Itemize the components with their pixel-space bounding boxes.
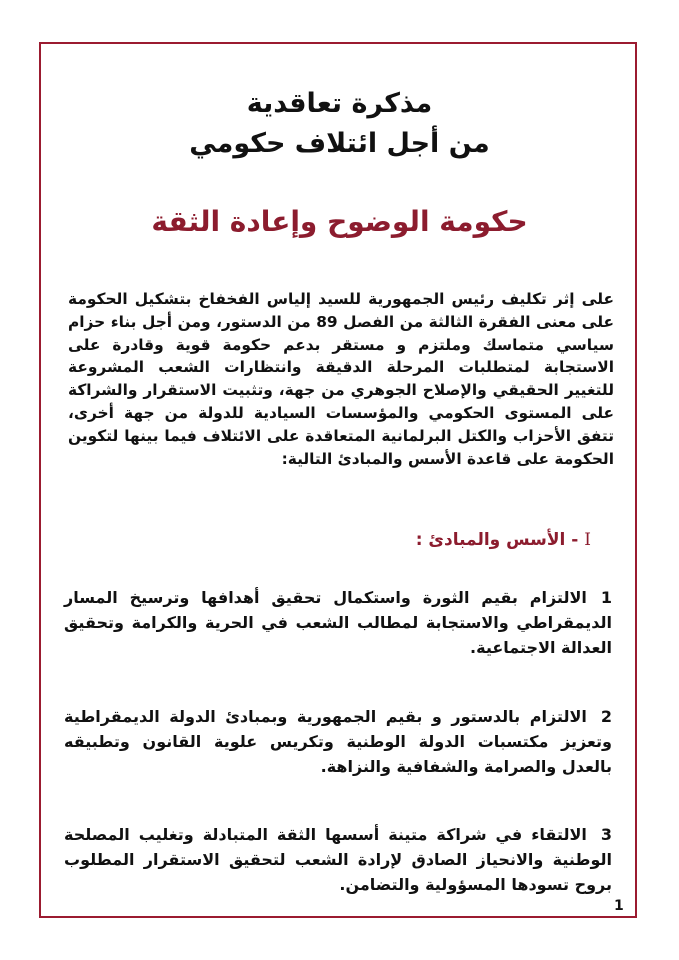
principle-item-3 [64,822,612,897]
page-frame [39,42,637,918]
document-subtitle: حكومة الوضوح وإعادة الثقة [151,205,528,238]
principle-number: 1 [600,588,612,607]
intro-paragraph: على إثر تكليف رئيس الجمهورية للسيد إلياس الفخفاخ بتشكيل الحكومة على معنى الفقرة الثالثة من الفصل 89 من الدستور، ومن أجل بناء حزام سياسي متماسك وملتزم و مستقر بدعم حكومة قوية وقادرة على الاستجابة لمتطلبات المرحلة الدقيقة وانتظارات الشعب المشروعة للتغيير الحقيقي والإصلاح الجوهري من جهة، وتثبيت الاستقرار والشراكة على المستوى الحكومي والمؤسسات السيادية للدولة من جهة أخرى، تتفق الأحزاب والكتل البرلمانية المتعاقدة على الائتلاف فيما بينها لتكوين الحكومة على قاعدة الأسس والمبادئ التالية: [68,290,614,468]
principle-text: الالتقاء في شراكة متينة أسسها الثقة المتبادلة وتغليب المصلحة الوطنية والانحياز الصادق لإرادة الشعب لتحقيق الاستقرار المطلوب بروح تسودها المسؤولية والتضامن. [64,825,612,894]
principle-number: 2 [600,707,612,726]
principle-text: الالتزام بقيم الثورة واستكمال تحقيق أهدافها وترسيخ المسار الديمقراطي والاستجابة لمطالب الشعب في الحرية والكرامة وتحقيق العدالة الاجتماعية. [64,588,612,657]
page-number: 1 [614,898,624,914]
principle-text: الالتزام بالدستور و بقيم الجمهورية وبمبادئ الدولة الديمقراطية وتعزيز مكتسبات الدولة الوطنية وتكريس علوية القانون وتطبيقه بالعدل والصرامة والشفافية والنزاهة. [64,707,612,776]
section-number: I [584,530,591,550]
principle-item-2 [64,704,612,779]
document-title-line1: مذكرة تعاقدية [246,88,433,119]
principle-number: 3 [600,825,612,844]
section-title: - الأسس والمبادئ : [415,530,579,550]
principle-item-1 [64,585,612,660]
section-heading [416,530,591,550]
document-title-line2: من أجل ائتلاف حكومي [189,128,490,159]
